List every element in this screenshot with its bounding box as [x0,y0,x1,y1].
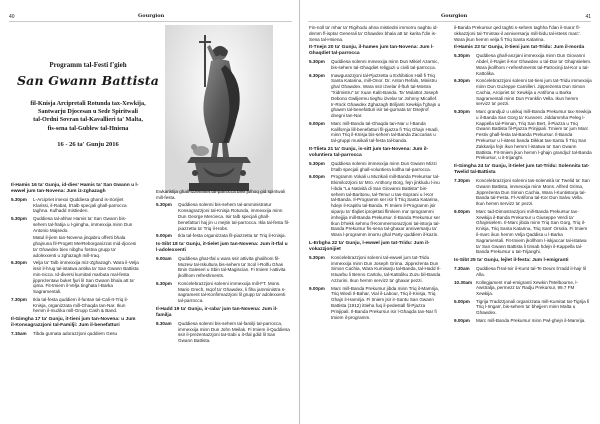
entry-text: Marc mill-Banda tal-Ghaqda tan-Nar u l-Banda Kalifornja lill-benefatturi fil-pjazza fi Triq Ghajn Hnadi, minn Triq il-Knisja bis-sehem tal-Banda Zaccarias u tal-gruppi musikali tal-festa tal-banda. [331,120,439,144]
continuation-text: il-Banda Prekursur qed taghti s-sehem taghha f'dan il-mara' fl-okkazzjoni tal-Tmintax-il anniversarju mill-bidu tal-istess marc'. Wara jkun hemm velja fi Triq Santa Katarina. [454,25,581,42]
section-heading: It-Tnejn 20 ta' Gunju, il-hames jum tan-Novena: Jum l-Ghaqdiet tal-parrocca [309,45,434,57]
entry-time: 5.00pm [454,298,470,304]
section-day-25 [454,258,592,323]
entry-text: Matul il-jiem tan-Novena jinqabru offerti bhala ghajnuna fil-Progett MerReborganizzat mid-djocesi ta' Ghawdex biex nibghu fostna grupp ta' adolexxenti u zghazagh mill-Iraq. [33,235,137,258]
ornament-right [240,170,246,176]
column-right-2 [454,25,592,325]
saint-title: San Gwann Battista [16,73,160,88]
column-left-2 [156,189,290,346]
saint-statue-image [165,25,273,193]
entry-text: Marc tad-Dimostrazzjoni mill-Banda Prekursur tax-Xewkija il-Banda Prekursur u Giuseppe Verdi ta' Ghajnsielem. Il-Marc jibda minn Triq San Gorg, Triq il-Knisja, Triq Santa Katarina, Triq Sant' Orsola. Fi tmiem il-marc ikun hemm Velja Qaddisa u l-Barka Sagramentali. Fit-tmiem jkollhom l-iskjaccar tal-istatwa ta' San Gwann Battista li tinsab hdejn il-Kappella tal-Banda Prekursur u tat-Trijanghi. [476,208,588,255]
brand-left: Gourgion [138,13,165,19]
section-day-24 [454,164,592,255]
section-heading: Is-Sibt 25 ta' Gunju, lejlet il-festa: Jum l-emigranti [454,258,569,264]
schedule-entry [309,255,441,284]
entry-time: 5.30pm [156,202,172,208]
entry-text: Konċelebrazzjoni solenni immexxija mill-FT. Mons. Mario Grech, Isqof ta' Ghawdex, li fiha jamministra s-sagrament tal-Konfirmazzjoni lil grupp ta' adolexxenti tal-parrocca. [178,280,286,304]
schedule-entry [454,178,592,207]
entry-time: 7.15am [11,330,27,336]
entry-text: Quddiesa ghat-tfal u wara ssir attivita ghalihom fil-Muzew tal-Iskultura bis-sehem ta' Scol l-Rolfu Ghas Bnin Galeseri u Sbin tal-Magiscian. Fi tmiem l-attivita jkollhom refreshments. [178,255,286,279]
schedule-entry [11,216,139,233]
entry-text: Konċelebrazzjoni solenni tat-tieni jum tat-Tridu immexxija minn Dun Gużeppe Camilleri. Jippreżenta Dun Simon Cachia, Arcipriet ta' Xewkija u Antifona u Barka Sagramentali minn Dun Franklin Vella. Ikun hemm servizz ta' pezzi. [476,78,592,107]
schedule-entry [156,233,290,239]
entry-time: 5.30pm [309,254,325,260]
continuation-text: Ewkaristija ghall-Izzenmiet tal-parrocca biex jolhoq gid spiritwali mill-festa. [156,189,286,200]
subtitle-line: fis-sena tal-Gublew tal-Hniena [47,124,129,132]
schedule-entry [11,197,139,214]
entry-time: 7.30am [454,266,470,272]
ornament-left [192,170,198,176]
schedule-entry [156,256,290,279]
entry-time: 6.30pm [454,78,470,84]
column-left-1 [11,180,139,339]
entry-time: 5.30pm [11,216,27,221]
entry-time: 9.00pm [309,120,325,126]
schedule-entry [454,266,592,278]
schedule-entry [309,73,441,119]
section-heading: It-Tlieta 21 ta' Gunju, is-sitt jum tan-Novena: Jum il-voluntiera tal-parrocca [309,146,429,158]
schedule-entry [454,109,592,161]
section-day-20 [309,45,441,144]
entry-time: 10.30am [454,279,473,285]
page-number-right: 41 [585,14,591,20]
entry-time: 9.30pm [454,109,470,115]
schedule-entry [454,78,592,107]
entry-time: 6.30pm [11,260,27,266]
entry-text: Konċelebrazzjoni solenni tal-ewwel jum tat-Tridu immexxija minn Dun Joseph Grima. Jippreżenta Dun Simon Cachia, Wara Kumisarju tal-Banda, tal-Hadd Il-Istuarbu li Benno Cartolu, tal-Kattoliku Zuzu bil-Banda Azzurini. Ikun hemm servizz ta' ghaxar pezzi. [331,254,441,283]
schedule-entry [309,174,441,238]
entry-time: 6.00pm [309,174,325,180]
schedule-entry [156,321,290,344]
schedule-entry [454,209,592,255]
entry-text: Inawgurazzjoni tal-Pjazzetta u Exhibition Hall fi Triq Santa Katarina, mill-Onor. Dr. Anton Refalo, Ministru ghal Ghawdex. Wara ssir iżvelar il-ftuh tal-Mostra "Xidmistru" ta' Xuan Kalit-Banda. Ta' Mulattot Joseph Debono Gwiljermu tiegħu iżvelar ta' Johnny Micallef. Ir-Rock Ghawdex Zghazagh Briljanti Xewkija f'ghajn u ghawm tal-benefatturi isir tal-gurnata ta' Dsejtrof dnegni tan-Nar. [331,72,441,119]
header-rule-left [9,21,292,22]
title-block [12,55,164,148]
church-subtitle [12,100,164,133]
section-day-23 [454,45,592,161]
schedule-entry [11,297,139,314]
section-heading: Il-Hamis 23 ta' Gunju, it-tieni jum tat-Tridu: Jum il-morda [454,45,585,51]
section-day-17 [11,317,139,337]
programme-heading: Programm tal-Festi f'gieh [49,61,127,69]
schedule-entry [454,299,592,316]
section-heading: L-Erbgha 22 ta' Gunju, l-ewwel jum tat-Tridu: Jum il-vokazzjonijiet [309,240,430,252]
schedule-entry [11,331,139,337]
pedestal-top [187,157,251,163]
entry-text: Kollegjament mal-emigranti Xewkin f'Melbourne, l-Awstralja, permezz ta' Radju Prekursur, 99.7 FM Xewkija. [476,279,578,297]
staff-crossbar [199,41,211,43]
entry-time: 7.30pm [11,296,27,302]
schedule-entry [454,318,592,324]
header-rule-right [308,21,591,22]
schedule-entry [11,260,139,295]
entry-time: 5.30pm [454,53,470,59]
entry-time: 6.30pm [309,72,325,78]
entry-text: Quddiesa ghall-anzjani immexxija minn Dun Giovanni Abdel, il-Rajiet il-Kor Ghawdex u tal-Dar ta' Ghajnsielem. Wara jkollhom r-refreshments tal-Patrocinji tal-Kor u tal-Kattolika. [476,53,592,76]
schedule-entry [309,59,441,71]
entry-text: Marc grandjuż u unikuj mill-Banda Prekursur tax-Xewkija u il-Banda San Gorg ta' Kunvent. Jiddammha Peleg l-Kappella tal-Pinnan, Triq San Bert, il-Piazza u Triq Gwann Battista fil-Pjazza Prinjipali. Tmiem ta' jum Marc Festiv ghall-festa tal-Banda Prekursur. Il-Banda Prekursur u l-istess banda Dikkat tas-Santu fi Triq San Zakkarija fejn ikun hemm l-istatwa ta' San Gwann Battista. Fit-tmiem jkun hemm l-ghajn grandjuż tal-Banda Prekursur, u it-trijanghi. [476,109,592,161]
entry-text: Ikla tal-festa quddiem il-funtan tal-Cali-It-Triq il-Knisja, organizzata mill-Ghaqda tan-Nar. Ikun hemm il-mużika mill-Grupp Cash & Band. [33,296,129,314]
entry-time: 5.30pm [309,59,325,65]
schedule-entry [454,280,592,297]
schedule-entry [156,202,290,231]
entry-text: Velja ta' Talb immexxija miz-Zghazagh. Wara il-Velja issir il-hrug tal-istatwa antika ta' San Gwann Battista min-nicca. Id-diversi kumitati marbuta mal-festa jippreżentaw buket fjuri lil San Gwann bhala att ta' qima. Fit-tmiem il-Velja tinghata l-Barka Sagramentali. [33,260,139,295]
section-heading: Il-Gimgha 17 ta' Gunju, it-tieni jum tan-Novena: u Jum il-Konsagrazzjoni tal-Familji: Jum il-benefatturi [11,317,136,329]
entry-time: 7.30pm [454,178,470,184]
entry-time: 9.00pm [309,285,325,291]
entry-text: Tibda gurnata adorazzjoni quddiem Gesu [33,330,118,336]
entry-time: 8.30am [156,320,172,326]
section-day-16 [11,183,139,314]
lamb-head [191,144,197,150]
section-day-19 [156,307,290,344]
schedule-entry [156,281,290,304]
section-heading: Il-Hamis 16 ta' Gunju, id-dies' Hamis ta' San Gwann u l-ewwel jum tan-Novena: Jum iz-zghazagh [11,183,139,194]
entry-text: Tigrija Tradizzjonali organizzata mill-Kumitat tat-Tigrija fi Triq l-Imgarr, bis-sehem ta' bhejjem minn Malta u Ghawdex. [476,298,590,316]
entry-time: 5.30pm [11,196,27,202]
entry-text: Konċelebrazzjoni solenni tas-solennità ta' Twelid ta' San Gwann Battista, immexxija minn Mons. Alfred Grima, Jippreżenta Dun Simon Cachia, Wara l-Kuntistorja tal-Banda tal-Festa. Fl-Antifona tal-Kor Dun Salvu Vella. Ikun hemm servizz ta' pezzi. [476,178,590,207]
schedule-entry [11,235,139,258]
entry-text: Quddiesa tal-ahhar Hamis ta' San Gwann bis-sehem tal-fratija u l-gimgha, immexxija minn Dun Antonio Majsedo. [33,216,133,233]
entry-time [11,235,33,258]
section-day-18 [156,242,290,304]
subtitle-line: Santwarju Djocesan u Sede Spiritwali [37,108,139,116]
column-right-1 [309,25,441,322]
entry-text: Quddiesa solenni bis-sehem tal-amministratur Konsagrazzjoni tal-Knisja Rotunda, immexxija minn Dun George Mercieca. Isir talb specjali ghall-benefatturi haj jin u mejtin tal-parrocca. Ikla tal-festa fil-piazzetta ta' Triq il-Hobs. [178,202,290,231]
entry-time: 6.30pm [156,280,172,286]
entry-time: 9.00pm [454,208,470,214]
entry-text: Marc mill-Banda Prekursur minn Pwl-ghejn il-Mamrija. [476,317,586,323]
section-day-21 [309,147,441,238]
entry-text: Quddiesa solenni mmexxija minn Dun Mikiel Azarnic, bis-sehem tal-Ghaqdiet religjuzi u civili tal-parrocca. [331,59,439,70]
entry-time: 5.30pm [309,160,325,166]
pedestal-body [195,163,243,183]
entry-text: Quddiesa solenni immexxija minn Dun Gwann Mizzi b'talb specjali ghall-voluntiera kollha tal-parrocca. [331,160,437,172]
section-heading: Il-Hadd 19 ta' Gunju, ir-raba' jum tan-Novena: Jum il-familja [156,306,278,318]
section-heading: Il-Gimgha 24 ta' Gunju, it-tielet jum tat-Tridu: Solennita tat-Twelid tal-Battista [454,164,590,176]
entry-text: Quddiesa solenni bis-sehem tal-familji tal-parrocca, immexxija minn Dun John Meilak. Fi tmiem il-Quddiesa ssir il-preżentazzjoni tat-trabi u it-tfal gdid lil San Gwann Battista. [178,320,290,344]
brand-right: Gourgion [441,13,468,19]
feast-dates: 16 - 26 ta' Gunju 2016 [57,140,119,148]
entry-text: L-Arcipriet imexxi Quddiesa ghand is-Sorijiet Klarissi, il-Rabat, b'talb specjali ghall-parrocca taghna. Kulhadd mistieden. [33,196,127,214]
entry-time: 9.00am [156,255,172,261]
page-number-left: 40 [9,14,15,20]
schedule-entry [309,286,441,321]
section-day-22 [309,241,441,320]
entry-text: Marc mill-Banda Prekursur jibda minn Triq il-Mamrija, Triq Wiedi Il-Bahar, Vial il-Labour, Triq il-Knisja, Triq Ghajn il-Hamrija. Fi tmiem jsir ir-Santu San Gwann Battista (1912) ittieha fuq il-pedestall fil-Pjazza Prinjipali. Il-Banda Prekursur isir l-Ghaqda tan-Nar fi tmiem il-programm. [331,285,439,320]
entry-text: Programm Vokali u Muzikali mill-Banda Prekursur tal-Ekimilozzjoni ta' Mro. Anthony Borg, fejn jinkludu l-inu l-ibda "La Natività di San Giovanni Battista" bis-sehem tal-Baritonu, tal-Tenur u tas-Soprani u l-Kor tal-Banda. Il-Programm ser isir fi Triq Santa Katarina, hdejn il-Kapitlu tal-Banda. Fi tmiem il-Programm jsir siparju ta' tfajliet iprojettati flimkien ma' Iprogrammi imhejjija mill-Banda Prekursur. Il-Banda Prekursur ser tkun b'hekk sehmu fl-Kommemorazzjoni tal-istorja tal-Banda Prekursur fis-sena tal-ghaxar anniversarju ta' Wara l-programm imorru ghal Party quddiem il-kazin. [331,174,441,238]
entry-text: Quddiesa f'Hal-Ixir il-Kumt tal-Te Deum b'radd il-hajr lil Alla. [476,266,586,277]
section-heading: Is-Sibt 18 ta' Gunju, it-tielet jum tan-Novena: Jum it-tfal u l-adolexxenti [156,241,288,253]
continuation-text: Fin-noll ta' mhar ta' Rigihodu ahna mistiedni immorru naghtu id-demm fl-isptar Generali ta' Ghawdex bhala att ta' karita f'din is-Sena tal-Hniena. [309,25,438,42]
entry-text: Ikla tal-festa organizzata fil-piazzetta ta' Triq il-Knisja. [178,233,286,239]
subtitle-line: fil-Knisja Arcipretali Rotunda tax-Xewkija, [30,100,146,107]
entry-time: 9.00pm [156,233,172,239]
entry-time: 9.00pm [454,317,470,323]
schedule-entry [309,161,441,173]
schedule-entry [309,121,441,144]
subtitle-line: tal-Ordni Sovran tal-Kavallieri ta' Malta, [33,116,143,124]
schedule-entry [454,53,592,76]
